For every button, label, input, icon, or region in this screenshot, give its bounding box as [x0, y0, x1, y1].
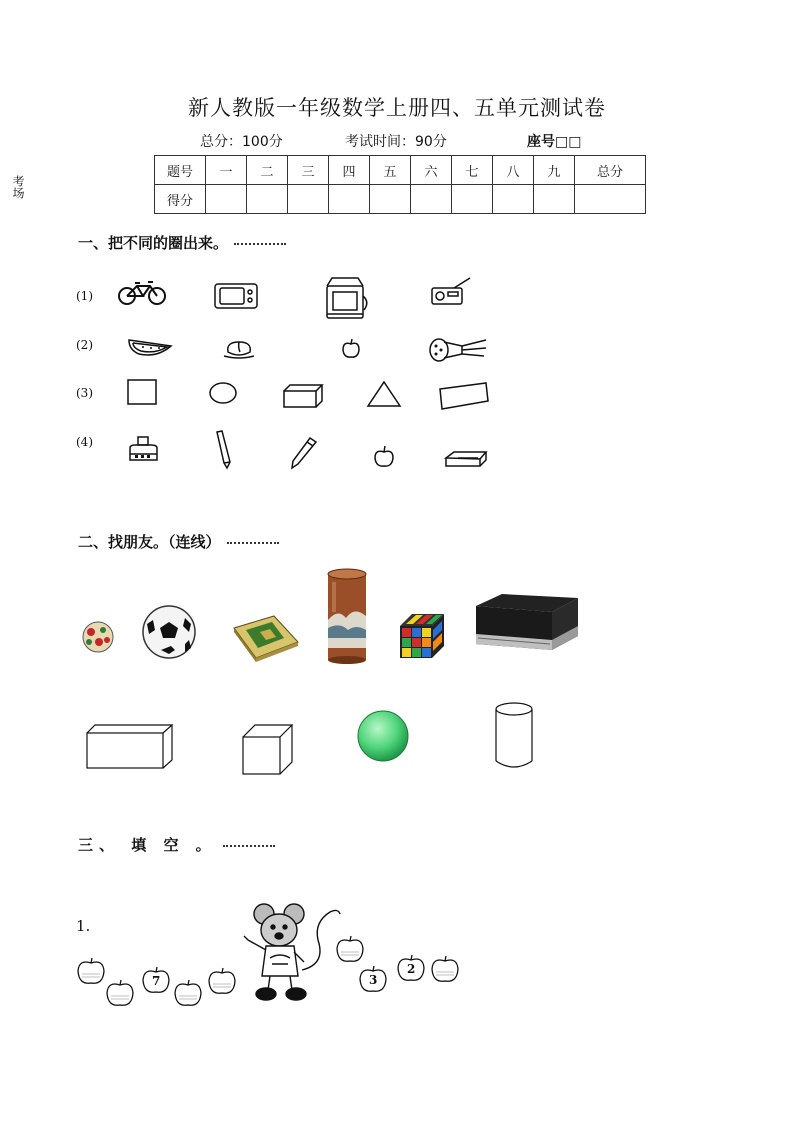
score-row-label: 得分: [155, 185, 206, 214]
matchbox-icon[interactable]: [230, 612, 300, 664]
apple-icon[interactable]: [104, 980, 136, 1008]
pen-icon[interactable]: [288, 436, 318, 470]
score-input-cell[interactable]: [370, 185, 411, 214]
score-cell: 四: [329, 156, 370, 185]
apple-with-number[interactable]: [140, 967, 172, 995]
score-table: [154, 155, 646, 214]
score-cell: 二: [247, 156, 288, 185]
triangle-icon[interactable]: [366, 380, 402, 408]
page-title: 新人教版一年级数学上册四、五单元测试卷: [188, 96, 606, 120]
watermelon-slice-icon[interactable]: [127, 336, 173, 358]
apple-number: 2: [407, 962, 416, 976]
score-cell: 题号: [155, 156, 206, 185]
sphere-shape[interactable]: [356, 709, 410, 763]
soccer-ball-icon[interactable]: [141, 604, 197, 660]
score-input-cell[interactable]: [575, 185, 646, 214]
apple-number: 7: [152, 974, 161, 988]
score-cell: 总分: [575, 156, 646, 185]
apple-icon[interactable]: [340, 338, 362, 360]
row-label: (1): [76, 289, 93, 303]
score-input-cell[interactable]: [452, 185, 493, 214]
score-cell: 九: [534, 156, 575, 185]
score-input-cell[interactable]: [411, 185, 452, 214]
score-table-header-row: [155, 156, 646, 185]
row-label: (3): [76, 386, 93, 400]
exam-time-label: 考试时间：90分: [345, 134, 447, 150]
row-label: (2): [76, 338, 93, 352]
apple-icon[interactable]: [372, 445, 396, 469]
cuboid-icon[interactable]: [283, 384, 323, 408]
score-table-score-row: [155, 185, 646, 214]
pencil-icon[interactable]: [214, 430, 234, 470]
mouse-cartoon-icon: [240, 900, 344, 1004]
rubiks-cube-icon[interactable]: [398, 612, 448, 660]
score-input-cell[interactable]: [247, 185, 288, 214]
score-cell: 六: [411, 156, 452, 185]
cuboid-shape[interactable]: [86, 724, 174, 770]
bicycle-icon[interactable]: [117, 280, 169, 306]
apple-icon[interactable]: [206, 968, 238, 996]
score-input-cell[interactable]: [329, 185, 370, 214]
score-input-cell[interactable]: [534, 185, 575, 214]
score-cell: 七: [452, 156, 493, 185]
score-input-cell[interactable]: [206, 185, 247, 214]
corn-icon[interactable]: [428, 336, 490, 364]
apple-icon[interactable]: [334, 936, 366, 964]
tin-can-icon[interactable]: [326, 568, 368, 664]
eraser-icon[interactable]: [444, 449, 490, 469]
peach-icon[interactable]: [222, 336, 256, 360]
seat-number-label: 座号□□: [527, 134, 582, 150]
score-cell: 八: [493, 156, 534, 185]
apple-icon[interactable]: [172, 980, 204, 1008]
apple-icon[interactable]: [75, 958, 107, 986]
section-3-title: 三、 填 空 。: [78, 834, 275, 855]
total-score-label: 总分：100分: [200, 134, 283, 150]
small-ball-icon[interactable]: [81, 620, 115, 654]
tv-icon[interactable]: [214, 282, 258, 310]
rectangle-icon[interactable]: [438, 381, 490, 411]
apple-with-number[interactable]: [357, 966, 389, 994]
apple-icon[interactable]: [429, 956, 461, 984]
score-cell: 三: [288, 156, 329, 185]
cylinder-shape[interactable]: [494, 702, 534, 770]
cube-shape[interactable]: [242, 724, 294, 776]
washing-machine-icon[interactable]: [324, 276, 370, 320]
section-2-title: 二、找朋友。（连线）: [78, 531, 279, 552]
score-input-cell[interactable]: [288, 185, 329, 214]
score-input-cell[interactable]: [493, 185, 534, 214]
apple-with-number[interactable]: [395, 955, 427, 983]
radio-icon[interactable]: [430, 278, 472, 306]
row-label: (4): [76, 435, 93, 449]
exam-room-label: 考场: [11, 175, 25, 199]
section-1-title: 一、把不同的圈出来。: [78, 232, 286, 253]
score-cell: 五: [370, 156, 411, 185]
square-icon[interactable]: [127, 379, 157, 405]
shoe-box-icon[interactable]: [472, 590, 582, 662]
score-cell: 一: [206, 156, 247, 185]
apple-number: 3: [369, 973, 378, 987]
question-1-label: 1.: [76, 917, 91, 935]
circle-icon[interactable]: [208, 382, 238, 404]
ink-bottle-icon[interactable]: [127, 436, 161, 464]
